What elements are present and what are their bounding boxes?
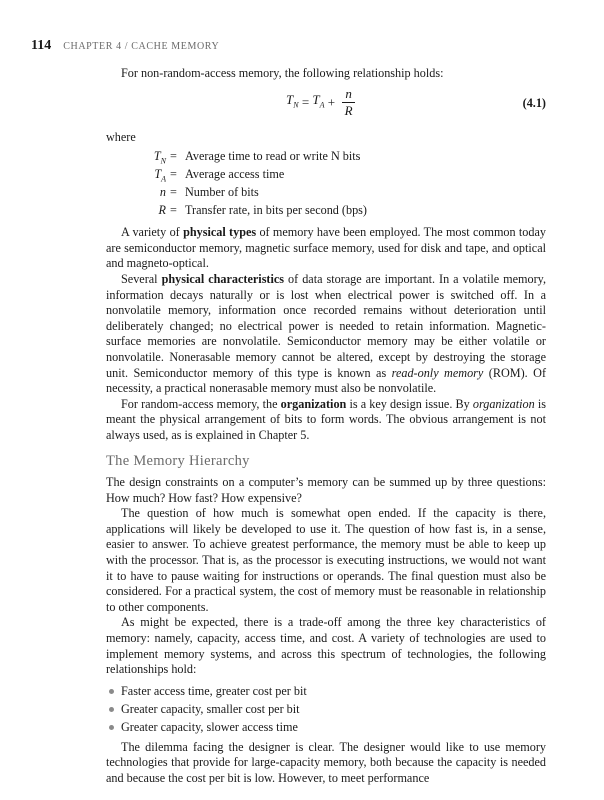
chapter-title: CHAPTER 4 / CACHE MEMORY <box>63 41 220 52</box>
eq-plus: + <box>327 94 336 110</box>
definition-item: $T_A$ = Average access time <box>154 167 285 184</box>
eq-lhs: $T_N$ <box>286 91 299 110</box>
definition-item: n = Number of bits <box>159 185 259 200</box>
definition-list <box>106 149 546 221</box>
intro-text: For non-random-access memory, the following relationship holds: <box>121 66 444 80</box>
section-title: The Memory Hierarchy <box>106 452 250 469</box>
eq-numerator: n <box>342 86 355 103</box>
page-body <box>106 66 546 787</box>
paragraph-how-much: The question of how much is somewhat open ended. If the capacity is there, applications will likely be developed to use it. The question of how fast is, in a sense, easier to answer. To achieve greatest performance, the memory must be able to keep up with the processor. That is, as the processor is executing instructions, we would not want it to have to pause waiting for instructions or operands. The final question must also be considered. For a practical system, the cost of memory must be reasonable in relationship to other components. <box>106 506 546 614</box>
definition-item: R = Transfer rate, in bits per second (bps) <box>158 203 367 218</box>
paragraph-physical-types: A variety of physical types of memory have been employed. The most common today are semiconductor memory, magnetic surface memory, used for disk and tape, and optical and magneto-optical. <box>106 225 546 271</box>
paragraph-organization: For random-access memory, the organization is a key design issue. By organization is meant the physical arrangement of bits to form words. The obvious arrangement is not always used, as is explained in Chapter 5. <box>106 396 546 442</box>
eq-rhs: $T_A$ <box>312 91 325 110</box>
list-item: Greater capacity, slower access time <box>106 718 546 736</box>
eq-equals: = <box>301 94 310 110</box>
where-label: where <box>106 129 136 144</box>
paragraph-trade-off: As might be expected, there is a trade-off among the three key characteristics of memory: namely, capacity, access time, and cost. A variety of technologies are used to implement memory systems, and across this spectrum of technologies, the following relationships hold: <box>106 615 546 677</box>
equation-body <box>286 86 355 119</box>
paragraph-design-constraints: The design constraints on a computer’s memory can be summed up by three questions: How much? How fast? How expensive? <box>106 475 546 505</box>
list-item: Greater capacity, smaller cost per bit <box>106 700 546 718</box>
paragraph-physical-characteristics: Several physical characteristics of data storage are important. In a volatile memory, information decays naturally or is lost when electrical power is switched off. In a nonvolatile memory, information once recorded remains without deterioration until deliberately changed; no electrical power is needed to retain information. Magnetic-surface memories are nonvolatile. Semiconductor memory may be either volatile or nonvolatile. Nonerasable memory cannot be altered, except by destroying the storage unit. Semiconductor memory of this type is known as read-only memory (ROM). Of necessity, a practical nonerasable memory must also be nonvolatile. <box>106 271 547 396</box>
equation-4-1 <box>106 82 546 124</box>
relationship-list <box>106 682 546 736</box>
definition-item: $T_N$ = Average time to read or write N bits <box>153 149 361 166</box>
list-item: Faster access time, greater cost per bit <box>106 682 546 700</box>
eq-fraction <box>342 86 355 119</box>
page-number: 114 <box>31 38 52 53</box>
running-header <box>31 36 219 54</box>
equation-number: (4.1) <box>522 95 546 110</box>
eq-denominator: R <box>344 102 353 118</box>
paragraph-dilemma: The dilemma facing the designer is clear. The designer would like to use memory technologies that provide for large-capacity memory, both because the capacity is needed and because the cost per bit is low. However, to meet performance <box>106 739 546 785</box>
